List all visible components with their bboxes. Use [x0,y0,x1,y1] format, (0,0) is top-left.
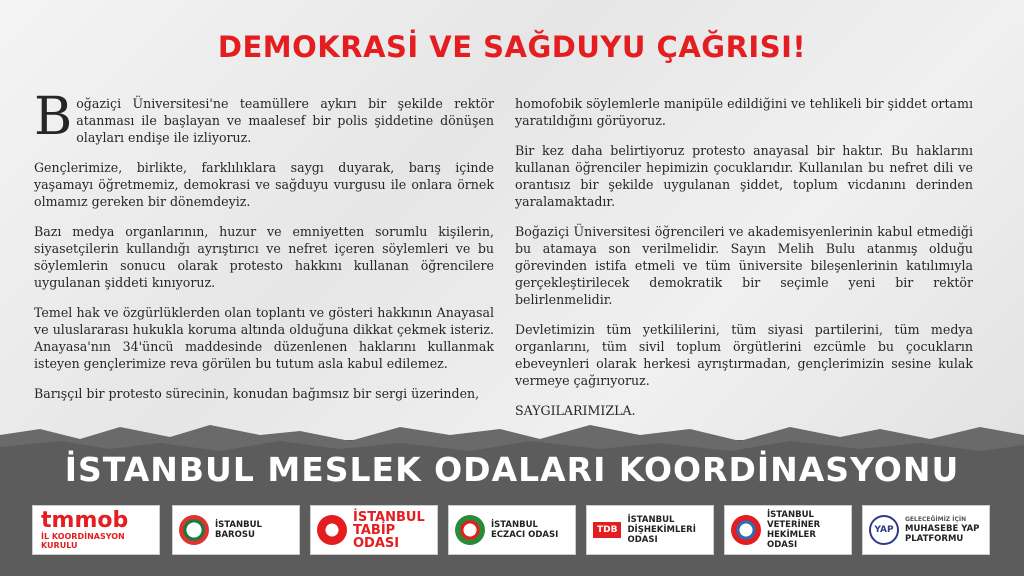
paragraph: Temel hak ve özgürlüklerden olan toplantı ve gösteri hakkının Anayasal ve uluslararası hukukla koruma altında olduğuna dikkat çekmek isteriz. Anayasa'nın 34'üncü maddesinde düzenlenen haklarını kullanmak isteyen gençlerimize reva görülen bu tutum asla kabul edilemez. [34,305,494,371]
paragraph [34,87,494,147]
paragraph: Devletimizin tüm yetkililerini, tüm siyasi partilerini, tüm medya organlarını, tüm sivil toplum örgütlerini ezcümle bu çocukların ebeveynleri olarak herkesi ayrıştırmadan, gençlerimizin sesine kulak vermeye çağırıyoruz. [515,322,973,388]
veteriner-logo [724,505,852,555]
yap-badge: YAP [869,515,899,545]
left-column [34,87,494,415]
baro-logo [172,505,300,555]
paragraph: Gençlerimize, birlikte, farklılıklara saygı duyarak, barış içinde yaşamayı öğretmemiz, demokrasi ve sağduyu vurgusu ile onlara örnek olmamız gereken bir dönemdeyiz. [34,160,494,209]
tmmob-wordmark: tmmob [41,508,129,533]
muhasebe-logo [862,505,990,555]
paragraph: Barışçıl bir protesto sürecinin, konudan bağımsız bir sergi üzerinden, [34,386,480,401]
dropcap: B [34,87,73,147]
signature-line: SAYGILARIMIZLA. [515,403,636,418]
muhasebe-tagline: GELECEĞİMİZ İÇİN [905,516,967,523]
muhasebe-text [905,516,983,544]
tabip-line2: TABİP ODASI [353,522,400,551]
tmmob-subtitle: İL KOORDİNASYON KURULU [41,532,125,550]
eczaci-label: İSTANBUL ECZACI ODASI [491,520,559,540]
tabip-logo [310,505,438,555]
dishekimleri-label: İSTANBUL DİŞHEKİMLERİ ODASI [627,515,696,545]
paragraph: homofobik söylemlerle manipüle edildiğini ve tehlikeli bir şiddet ortamı yaratıldığını görüyoruz. [515,96,973,128]
tabip-text [353,511,431,550]
pharmacy-icon [455,515,485,545]
paragraph-text: oğaziçi Üniversitesi'ne teamüllere aykırı bir şekilde rektör atanması ile başlayan ve maalesef bir polis şiddetine dönüşen olayları endişe ile izliyoruz. [76,96,494,145]
paragraph: Bir kez daha belirtiyoruz protesto anayasal bir haktır. Bu haklarını kullanan öğrenciler hepimizin çocuklarıdır. Kullanılan bu nefret dili ve orantısız bir şekilde uygulanan şiddet, toplum vicdanını derinden yaralamaktadır. [515,143,973,209]
scales-icon [179,515,209,545]
logo-strip [32,505,992,557]
caduceus-icon [317,515,347,545]
baro-label: İSTANBUL BAROSU [215,520,262,540]
paragraph: Boğaziçi Üniversitesi öğrencileri ve akademisyenlerinin kabul etmediği bu atamaya son verilmelidir. Sayın Melih Bulu atanmış olduğu görevinden istifa etmeli ve tüm üniversite bileşenlerinin katılımıyla gerçekleştirilecek demokratik bir seçimle yeni bir rektör belirlenmelidir. [515,224,973,307]
headline: DEMOKRASİ VE SAĞDUYU ÇAĞRISI! [217,30,807,64]
dishekimleri-logo [586,505,714,555]
right-column [515,95,973,432]
muhasebe-label: MUHASEBE YAP PLATFORMU [905,524,980,544]
veteriner-label: İSTANBUL VETERİNER HEKİMLER ODASI [767,510,821,550]
eczaci-logo [448,505,576,555]
paragraph: Bazı medya organlarının, huzur ve emniyetten sorumlu kişilerin, siyasetçilerin kullandığı ayrıştırıcı ve nefret içeren söylemleri ve bu söylemlerin sonucu olarak protesto hakkını kullanan öğrencilere uygulanan şiddeti kınıyoruz. [34,224,494,290]
veterinary-icon [731,515,761,545]
organization-title: İSTANBUL MESLEK ODALARI KOORDİNASYONU [64,450,960,489]
tdb-badge: TDB [593,522,621,538]
tabip-line1: İSTANBUL [353,509,425,525]
tmmob-logo [32,505,160,555]
